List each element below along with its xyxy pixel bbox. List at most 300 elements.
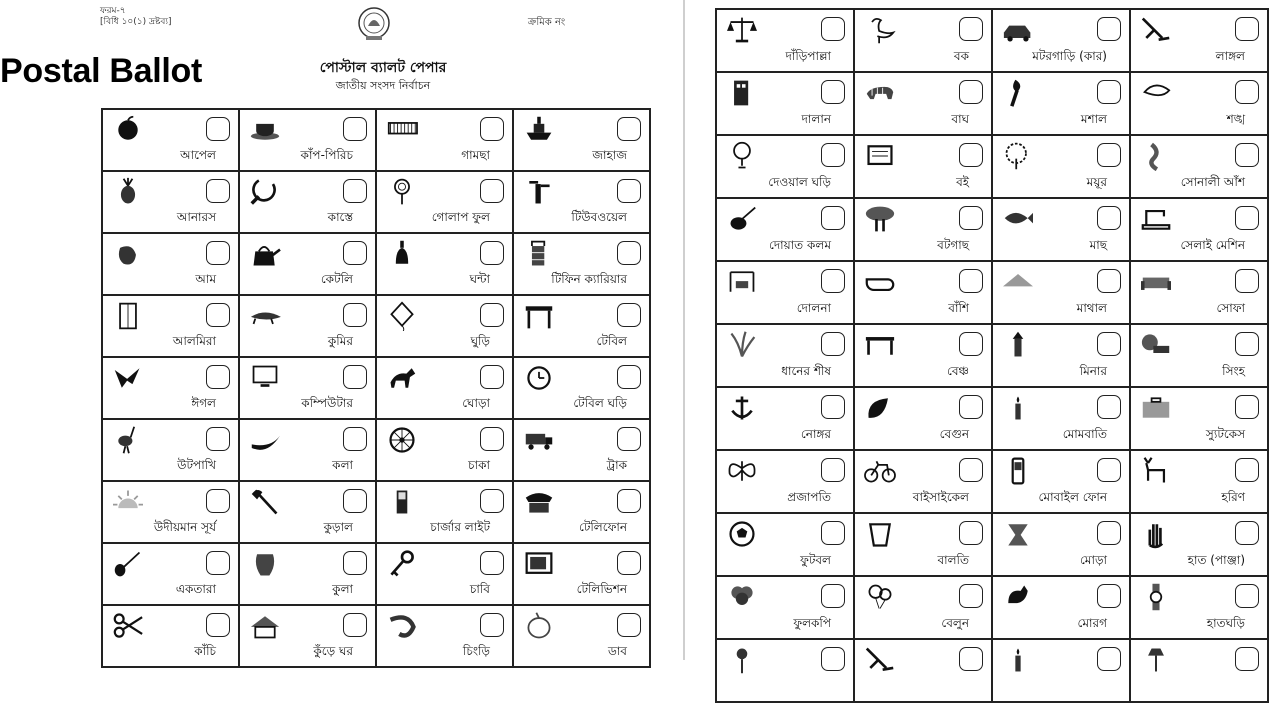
towel-icon: [383, 115, 421, 145]
form-number: ফরম-৭: [100, 6, 126, 16]
symbol-name: নোঙ্গর: [800, 427, 831, 441]
symbol-cell: [377, 358, 514, 420]
cauliflower-icon: [723, 582, 761, 612]
form-reference: [100, 6, 172, 28]
inkpot-pen-icon: [723, 204, 761, 234]
vote-checkbox[interactable]: [1097, 80, 1121, 104]
vote-checkbox[interactable]: [480, 241, 504, 265]
symbol-name: টিউবওয়েল: [571, 210, 627, 224]
vote-checkbox[interactable]: [343, 551, 367, 575]
symbol-name: মশাল: [1080, 112, 1107, 126]
symbol-name: মোবাইল ফোন: [1038, 490, 1107, 504]
vote-checkbox[interactable]: [617, 551, 641, 575]
kettle-icon: [246, 239, 284, 269]
vote-checkbox[interactable]: [617, 117, 641, 141]
vote-checkbox[interactable]: [206, 179, 230, 203]
vote-checkbox[interactable]: [1097, 206, 1121, 230]
symbol-cell: [993, 514, 1131, 577]
vote-checkbox[interactable]: [1235, 647, 1259, 671]
green-coconut-icon: [520, 611, 558, 641]
symbol-name: আলমিরা: [172, 334, 216, 348]
paddy-sheaf-icon: [723, 330, 761, 360]
sewing-machine-icon: [1137, 204, 1175, 234]
vote-checkbox[interactable]: [1235, 143, 1259, 167]
key-icon: [383, 549, 421, 579]
symbol-name: সেলাই মেশিন: [1180, 238, 1245, 252]
eagle-icon: [109, 363, 147, 393]
vote-checkbox[interactable]: [1097, 647, 1121, 671]
symbol-name: ঈগল: [191, 396, 216, 410]
vote-checkbox[interactable]: [343, 365, 367, 389]
symbol-name: কুড়াল: [323, 520, 353, 534]
symbol-cell: [103, 420, 240, 482]
symbol-cell: [240, 172, 377, 234]
symbol-cell: [377, 172, 514, 234]
vote-checkbox[interactable]: [617, 241, 641, 265]
vote-checkbox[interactable]: [480, 117, 504, 141]
television-icon: [520, 549, 558, 579]
symbol-name: দাঁড়িপাল্লা: [785, 49, 831, 63]
vote-checkbox[interactable]: [480, 489, 504, 513]
symbol-cell: [103, 482, 240, 544]
vote-checkbox[interactable]: [1097, 332, 1121, 356]
symbol-name: বাঁশি: [948, 301, 969, 315]
vote-checkbox[interactable]: [959, 584, 983, 608]
symbol-cell: [993, 10, 1131, 73]
symbol-name: ঘুড়ি: [470, 334, 490, 348]
symbol-name: কম্পিউটার: [301, 396, 353, 410]
vote-checkbox[interactable]: [617, 179, 641, 203]
symbol-cell: [717, 388, 855, 451]
symbol-name: আনারস: [176, 210, 216, 224]
symbol-name: বেগুন: [939, 427, 969, 441]
heron-icon: [861, 15, 899, 45]
symbol-cell: [103, 234, 240, 296]
vote-checkbox[interactable]: [959, 206, 983, 230]
symbol-cell: [993, 262, 1131, 325]
vote-checkbox[interactable]: [1097, 458, 1121, 482]
symbol-cell: [717, 451, 855, 514]
vote-checkbox[interactable]: [821, 458, 845, 482]
symbol-cell: [1131, 199, 1269, 262]
candle-icon: [999, 645, 1037, 675]
symbol-name: হরিণ: [1221, 490, 1245, 504]
symbol-cell: [240, 606, 377, 668]
truck-icon: [520, 425, 558, 455]
minaret-icon: [999, 330, 1037, 360]
vote-checkbox[interactable]: [1235, 206, 1259, 230]
symbol-cell: [993, 325, 1131, 388]
candle-icon: [999, 393, 1037, 423]
rising-sun-icon: [109, 487, 147, 517]
almirah-icon: [109, 301, 147, 331]
vote-checkbox[interactable]: [821, 584, 845, 608]
symbol-cell: [377, 420, 514, 482]
symbol-cell: [855, 10, 993, 73]
vote-checkbox[interactable]: [821, 80, 845, 104]
vote-checkbox[interactable]: [206, 489, 230, 513]
symbol-cell: [855, 262, 993, 325]
vote-checkbox[interactable]: [959, 143, 983, 167]
vote-checkbox[interactable]: [480, 179, 504, 203]
symbol-cell: [514, 420, 651, 482]
page-divider: [683, 0, 685, 660]
vote-checkbox[interactable]: [343, 613, 367, 637]
sickle-icon: [246, 177, 284, 207]
symbol-name: ডাব: [608, 644, 627, 658]
mango-icon: [109, 239, 147, 269]
ostrich-icon: [109, 425, 147, 455]
ballot-subtitle: জাতীয় সংসদ নির্বাচন: [335, 79, 431, 92]
anchor-icon: [723, 393, 761, 423]
vote-checkbox[interactable]: [206, 241, 230, 265]
tubewell-icon: [520, 177, 558, 207]
vote-checkbox[interactable]: [480, 365, 504, 389]
symbol-name: হাতঘড়ি: [1206, 616, 1245, 630]
vote-checkbox[interactable]: [1097, 584, 1121, 608]
eggplant-icon: [861, 393, 899, 423]
cradle-icon: [723, 267, 761, 297]
symbol-cell: [514, 234, 651, 296]
sofa-icon: [1137, 267, 1175, 297]
symbol-cell: [1131, 451, 1269, 514]
vote-checkbox[interactable]: [959, 80, 983, 104]
banyan-tree-icon: [861, 204, 899, 234]
vote-checkbox[interactable]: [959, 521, 983, 545]
symbol-cell: [514, 110, 651, 172]
symbol-name: মাথাল: [1076, 301, 1107, 315]
vote-checkbox[interactable]: [821, 206, 845, 230]
symbol-name: গামছা: [461, 148, 490, 162]
golden-fibre-icon: [1137, 141, 1175, 171]
symbol-name: কাঁচি: [194, 644, 216, 658]
symbol-cell: [717, 10, 855, 73]
symbol-name: টিফিন ক্যারিয়ার: [551, 272, 627, 286]
vote-checkbox[interactable]: [1235, 584, 1259, 608]
symbol-cell: [993, 388, 1131, 451]
bicycle-icon: [861, 456, 899, 486]
vote-checkbox[interactable]: [206, 303, 230, 327]
vote-checkbox[interactable]: [1097, 17, 1121, 41]
symbol-name: কুঁড়ে ঘর: [313, 644, 353, 658]
vote-checkbox[interactable]: [959, 269, 983, 293]
symbol-name: আম: [195, 272, 216, 286]
symbol-name: দোয়াত কলম: [768, 238, 831, 252]
vote-checkbox[interactable]: [959, 395, 983, 419]
vote-checkbox[interactable]: [206, 551, 230, 575]
table-clock-icon: [520, 363, 558, 393]
crocodile-icon: [246, 301, 284, 331]
symbol-cell: [377, 110, 514, 172]
vote-checkbox[interactable]: [1235, 458, 1259, 482]
symbol-name: কেটলি: [320, 272, 353, 286]
symbol-cell: [855, 136, 993, 199]
symbol-name: বক: [953, 49, 969, 63]
symbol-cell: [855, 73, 993, 136]
symbol-cell: [514, 296, 651, 358]
symbol-cell: [377, 544, 514, 606]
vote-checkbox[interactable]: [343, 117, 367, 141]
symbol-cell: [1131, 388, 1269, 451]
winnowing-fan-icon: [246, 549, 284, 579]
vote-checkbox[interactable]: [821, 395, 845, 419]
symbol-name: কাস্তে: [327, 210, 353, 224]
symbol-cell: [993, 199, 1131, 262]
symbol-cell: [377, 606, 514, 668]
symbol-cell: [855, 640, 993, 703]
symbol-name: দেওয়াল ঘড়ি: [768, 175, 831, 189]
vote-checkbox[interactable]: [617, 613, 641, 637]
symbol-cell: [240, 358, 377, 420]
symbol-cell: [377, 234, 514, 296]
lion-icon: [1137, 330, 1175, 360]
symbol-name: লাঙ্গল: [1215, 49, 1245, 63]
symbol-name: কলা: [332, 458, 353, 472]
vote-checkbox[interactable]: [821, 521, 845, 545]
symbol-name: বাইসাইকেল: [912, 490, 969, 504]
symbol-name: সিংহ: [1222, 364, 1245, 378]
ektara-icon: [109, 549, 147, 579]
vote-checkbox[interactable]: [959, 17, 983, 41]
symbol-name: টেবিল: [596, 334, 627, 348]
vote-checkbox[interactable]: [343, 427, 367, 451]
symbol-cell: [1131, 640, 1269, 703]
ship-icon: [520, 115, 558, 145]
symbol-name: কুলা: [332, 582, 353, 596]
wheel-icon: [383, 425, 421, 455]
symbol-cell: [240, 296, 377, 358]
symbol-name: একতারা: [175, 582, 216, 596]
computer-icon: [246, 363, 284, 393]
symbol-cell: [717, 262, 855, 325]
balloon-icon: [861, 582, 899, 612]
symbol-cell: [717, 577, 855, 640]
symbol-cell: [240, 420, 377, 482]
symbol-name: মোরগ: [1077, 616, 1107, 630]
symbol-name: ঘোড়া: [462, 396, 490, 410]
hand-icon: [1137, 519, 1175, 549]
shrimp-icon: [383, 611, 421, 641]
vote-checkbox[interactable]: [821, 17, 845, 41]
vote-checkbox[interactable]: [480, 613, 504, 637]
symbol-cell: [855, 199, 993, 262]
symbol-name: স্যুটকেস: [1205, 427, 1245, 441]
deer-icon: [1137, 456, 1175, 486]
torch-icon: [999, 78, 1037, 108]
symbol-name: ধানের শীষ: [781, 364, 831, 378]
symbol-cell: [717, 640, 855, 703]
form-rule: [বিধি ১০(১) দ্রষ্টব্য]: [100, 17, 172, 27]
vote-checkbox[interactable]: [343, 241, 367, 265]
symbol-cell: [717, 199, 855, 262]
symbol-name: বটগাছ: [937, 238, 969, 252]
vote-checkbox[interactable]: [959, 332, 983, 356]
symbol-name: প্রজাপতি: [787, 490, 831, 504]
vote-checkbox[interactable]: [1097, 269, 1121, 293]
symbol-name: কুমির: [327, 334, 353, 348]
wall-clock-icon: [723, 141, 761, 171]
vote-checkbox[interactable]: [617, 427, 641, 451]
charger-light-icon: [383, 487, 421, 517]
symbol-name: দোলনা: [796, 301, 831, 315]
symbol-cell: [103, 358, 240, 420]
symbol-name: ফুটবল: [800, 553, 831, 567]
whistle-icon: [861, 267, 899, 297]
symbol-name: ট্রাক: [606, 458, 627, 472]
vote-checkbox[interactable]: [206, 117, 230, 141]
vote-checkbox[interactable]: [821, 332, 845, 356]
suitcase-icon: [1137, 393, 1175, 423]
scale-icon: [723, 15, 761, 45]
symbol-name: চাবি: [469, 582, 490, 596]
bench-icon: [861, 330, 899, 360]
symbol-cell: [103, 110, 240, 172]
symbol-name: গোলাপ ফুল: [431, 210, 490, 224]
hut-icon: [246, 611, 284, 641]
vote-checkbox[interactable]: [1097, 395, 1121, 419]
vote-checkbox[interactable]: [1235, 521, 1259, 545]
symbol-name: চিংড়ি: [462, 644, 490, 658]
vote-checkbox[interactable]: [959, 647, 983, 671]
flower-icon: [723, 645, 761, 675]
farmer-hat-icon: [999, 267, 1037, 297]
government-emblem-icon: [356, 6, 392, 42]
bell-icon: [383, 239, 421, 269]
vote-checkbox[interactable]: [1235, 80, 1259, 104]
symbol-cell: [1131, 262, 1269, 325]
symbol-name: মোড়া: [1079, 553, 1107, 567]
symbol-cell: [1131, 73, 1269, 136]
symbol-cell: [855, 514, 993, 577]
axe-icon: [246, 487, 284, 517]
symbol-name: উদীয়মান সূর্য: [153, 520, 216, 534]
tiger-icon: [861, 78, 899, 108]
butterfly-icon: [723, 456, 761, 486]
rooster-icon: [999, 582, 1037, 612]
symbol-name: সোফা: [1216, 301, 1245, 315]
peacock-icon: [999, 141, 1037, 171]
wristwatch-icon: [1137, 582, 1175, 612]
vote-checkbox[interactable]: [821, 143, 845, 167]
vote-checkbox[interactable]: [1235, 269, 1259, 293]
symbol-cell: [1131, 325, 1269, 388]
page-title: Postal Ballot: [0, 52, 203, 90]
symbol-cell: [514, 606, 651, 668]
horse-icon: [383, 363, 421, 393]
book-icon: [861, 141, 899, 171]
symbol-name: মিনার: [1079, 364, 1107, 378]
symbol-cell: [514, 172, 651, 234]
symbol-cell: [514, 482, 651, 544]
vote-checkbox[interactable]: [1235, 332, 1259, 356]
vote-checkbox[interactable]: [617, 365, 641, 389]
symbol-name: জাহাজ: [592, 148, 627, 162]
pineapple-icon: [109, 177, 147, 207]
vote-checkbox[interactable]: [206, 365, 230, 389]
symbol-cell: [103, 296, 240, 358]
vote-checkbox[interactable]: [206, 613, 230, 637]
kite-icon: [383, 301, 421, 331]
telephone-icon: [520, 487, 558, 517]
plough-icon: [1137, 15, 1175, 45]
symbol-cell: [855, 451, 993, 514]
symbol-name: বেঞ্চ: [946, 364, 969, 378]
symbol-cell: [1131, 514, 1269, 577]
symbol-cell: [103, 544, 240, 606]
table-icon: [520, 301, 558, 331]
apple-icon: [109, 115, 147, 145]
symbol-cell: [717, 136, 855, 199]
symbol-cell: [514, 544, 651, 606]
vote-checkbox[interactable]: [480, 303, 504, 327]
symbol-name: মোমবাতি: [1062, 427, 1107, 441]
vote-checkbox[interactable]: [617, 489, 641, 513]
symbol-name: বাঘ: [951, 112, 969, 126]
ballot-title: পোস্টাল ব্যালট পেপার: [319, 60, 447, 76]
symbol-name: টেলিভিশন: [576, 582, 627, 596]
cup-saucer-icon: [246, 115, 284, 145]
vote-checkbox[interactable]: [1097, 143, 1121, 167]
symbol-name: কাঁপ-পিরিচ: [300, 148, 353, 162]
football-icon: [723, 519, 761, 549]
symbol-cell: [717, 73, 855, 136]
symbol-grid-left: [101, 108, 651, 668]
vote-checkbox[interactable]: [343, 489, 367, 513]
tiffin-carrier-icon: [520, 239, 558, 269]
symbol-grid-right: [715, 8, 1269, 703]
symbol-name: বেলুন: [941, 616, 969, 630]
symbol-name: উটপাখি: [177, 458, 216, 472]
vote-checkbox[interactable]: [480, 551, 504, 575]
vote-checkbox[interactable]: [480, 427, 504, 451]
symbol-name: আপেল: [180, 148, 216, 162]
vote-checkbox[interactable]: [343, 179, 367, 203]
vote-checkbox[interactable]: [959, 458, 983, 482]
stool-icon: [999, 519, 1037, 549]
conch-icon: [1137, 78, 1175, 108]
symbol-cell: [240, 544, 377, 606]
symbol-name: টেবিল ঘড়ি: [573, 396, 627, 410]
symbol-name: টেলিফোন: [578, 520, 627, 534]
car-icon: [999, 15, 1037, 45]
symbol-cell: [717, 325, 855, 388]
vote-checkbox[interactable]: [617, 303, 641, 327]
vote-checkbox[interactable]: [1235, 395, 1259, 419]
vote-checkbox[interactable]: [821, 647, 845, 671]
symbol-cell: [993, 73, 1131, 136]
vote-checkbox[interactable]: [821, 269, 845, 293]
symbol-name: সোনালী আঁশ: [1180, 175, 1245, 189]
symbol-cell: [1131, 577, 1269, 640]
symbol-name: ফুলকপি: [793, 616, 831, 630]
vote-checkbox[interactable]: [343, 303, 367, 327]
symbol-cell: [103, 606, 240, 668]
plough-icon: [861, 645, 899, 675]
rose-icon: [383, 177, 421, 207]
symbol-name: চাকা: [468, 458, 490, 472]
vote-checkbox[interactable]: [1097, 521, 1121, 545]
symbol-cell: [377, 296, 514, 358]
symbol-cell: [514, 358, 651, 420]
vote-checkbox[interactable]: [206, 427, 230, 451]
banana-icon: [246, 425, 284, 455]
building-icon: [723, 78, 761, 108]
symbol-cell: [855, 388, 993, 451]
scissors-icon: [109, 611, 147, 641]
vote-checkbox[interactable]: [1235, 17, 1259, 41]
symbol-cell: [993, 451, 1131, 514]
symbol-name: বালতি: [937, 553, 969, 567]
